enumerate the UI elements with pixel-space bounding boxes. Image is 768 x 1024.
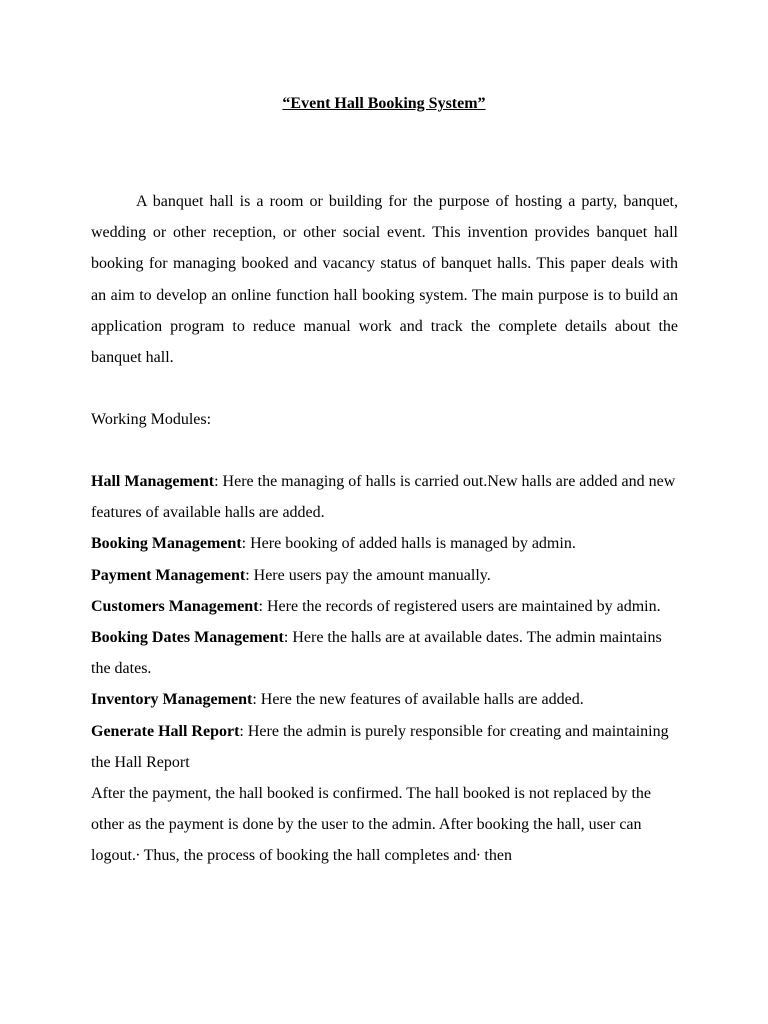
module-description: : Here the admin is purely responsible for creating and maintaining the Hall Report	[91, 722, 669, 771]
document-title: “Event Hall Booking System”	[282, 95, 486, 112]
module-name: Customers Management	[91, 597, 259, 615]
module-description: : Here the halls are at available dates. The admin maintains the dates.	[91, 629, 662, 678]
closing-paragraph: After the payment, the hall booked is confirmed. The hall booked is not replaced by the other as the payment is done by the user to the admin. After booking the hall, user can logout.∙ Thus, the process of booking the hall completes and∙ then	[91, 785, 651, 865]
module-name: Booking Dates Management	[91, 629, 284, 647]
intro-paragraph: A banquet hall is a room or building for the purpose of hosting a party, banquet, wedding or other reception, or other social event. This invention provides banquet hall booking for managing booked and vacancy status of banquet halls. This paper deals with an aim to develop an online function hall booking system. The main purpose is to build an application program to reduce manual work and track the complete details about the banquet hall.	[91, 193, 678, 367]
module-name: Inventory Management	[91, 691, 253, 709]
module-item-inventory-management	[91, 684, 678, 715]
module-name: Booking Management	[91, 535, 242, 553]
module-name: Payment Management	[91, 566, 246, 584]
module-item-generate-hall-report	[91, 716, 678, 778]
module-item-booking-management	[91, 528, 678, 559]
modules-list	[91, 466, 678, 872]
module-description: : Here the new features of available halls are added.	[252, 691, 584, 709]
module-item-payment-management	[91, 560, 678, 591]
module-item-hall-management	[91, 466, 678, 528]
module-item-customers-management	[91, 591, 678, 622]
module-description: : Here the records of registered users are maintained by admin.	[258, 597, 661, 615]
module-name: Hall Management	[91, 473, 215, 490]
module-name: Generate Hall Report	[91, 722, 240, 740]
modules-heading: Working Modules:	[91, 411, 212, 428]
module-description: : Here the managing of halls is carried out.New halls are added and new features of available halls are added.	[91, 473, 676, 522]
module-description: : Here booking of added halls is managed by admin.	[241, 535, 576, 553]
module-item-booking-dates-management	[91, 622, 678, 684]
module-description: : Here users pay the amount manually.	[245, 566, 491, 584]
